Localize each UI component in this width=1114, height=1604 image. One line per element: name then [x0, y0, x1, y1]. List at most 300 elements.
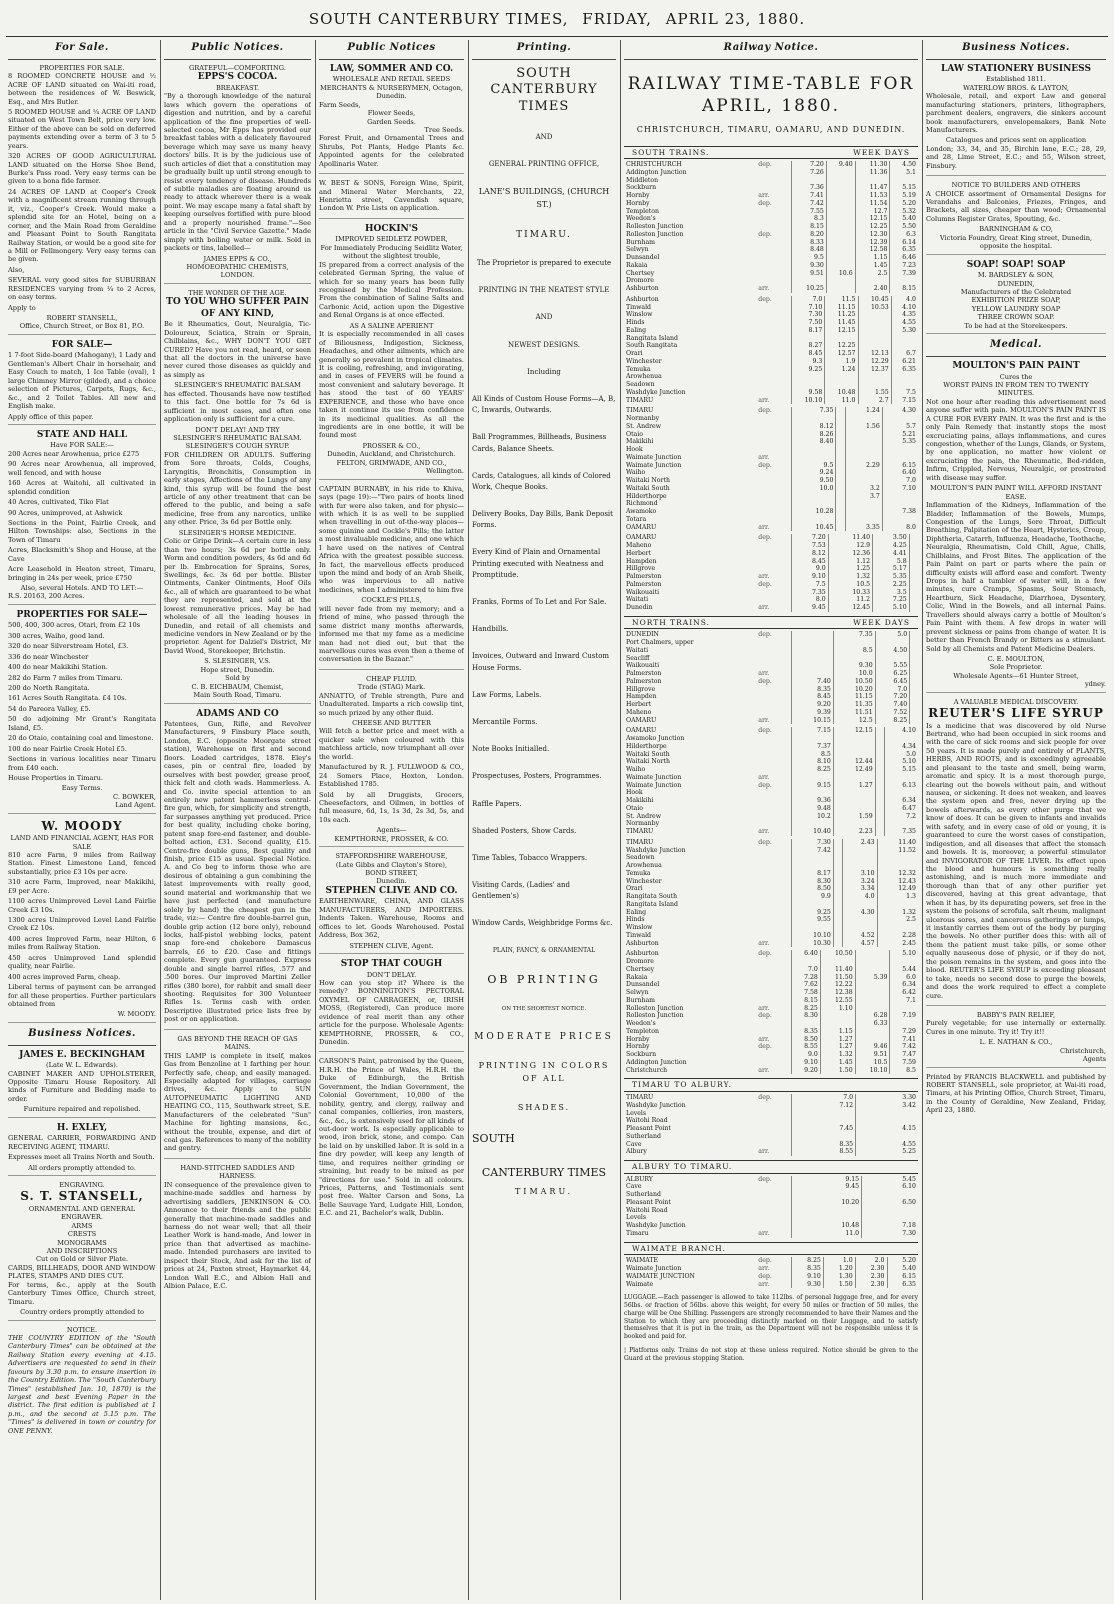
ad-title: PROPERTIES FOR SALE.: [39, 63, 125, 72]
train-time: 9.48: [792, 805, 834, 813]
printing-title: SOUTH CANTERBURY TIMES: [490, 65, 598, 115]
timetable-row: [624, 1265, 918, 1273]
train-time: 1.56: [846, 423, 883, 431]
train-time: 9.30: [833, 662, 875, 670]
station-name: Hook: [626, 789, 643, 797]
ad-subtitle: Cures the: [999, 372, 1033, 381]
printing-line: PLAIN, FANCY, & ORNAMENTAL: [492, 946, 596, 954]
train-time: 11.30: [855, 161, 890, 169]
printing-block: [472, 132, 616, 1199]
ad-body: Will fetch a better price and meet with a quicker sale when coloured with this matchless article, now triumphant all over the world.: [319, 727, 464, 761]
train-time: 12.15: [855, 215, 890, 223]
station-name: Palmerston: [626, 580, 662, 588]
dep-arr-label: [756, 854, 791, 862]
ad-line: 400 do near Makikihi Station.: [8, 663, 108, 672]
train-time: 9.51: [792, 270, 827, 278]
column-divider: [468, 40, 469, 1600]
ad-body: THE COUNTRY EDITION of the "South Canterbury Times" can be obtained at the Railway Station every evening at 4.15. Advertisers are requested to send in their favours by 3.30 p.m. to ensure insertion in the Country Edition. The "South Canterbury Times" (established Jan. 10, 1870) is the largest and best Evening Paper in the district. The first edition is published at 1 p.m., and the second at 5.15 p.m. The "Times" is delivered in town or country for ONE PENNY.: [8, 1333, 156, 1435]
ad-line: 20 do Otaio, containing coal and limestone.: [8, 734, 154, 743]
train-time: [792, 516, 836, 524]
timetable-row: [624, 1110, 918, 1118]
train-time: 8.10: [792, 758, 834, 766]
train-time: 8.26: [792, 431, 836, 439]
ad-signature: BARNINGHAM & CO,: [979, 225, 1053, 234]
train-time: 7.18: [862, 1222, 918, 1230]
train-time: [843, 854, 878, 862]
train-time: 5.25: [856, 1148, 918, 1156]
train-time: [862, 1214, 918, 1222]
train-time: [836, 438, 846, 446]
station-name: OAMARU: [626, 716, 657, 724]
timetable-row: [624, 262, 918, 270]
train-time: 5.55: [875, 662, 910, 670]
dep-arr-label: dep.: [758, 161, 772, 169]
dep-arr-label: [756, 542, 791, 550]
station-name: Middleton: [626, 176, 659, 184]
timetable-row: [624, 1012, 918, 1020]
dep-arr-label: [756, 415, 791, 423]
timetable-row: [624, 1051, 918, 1059]
ad-line: 40 Acres, cultivated, Tiko Flat: [8, 498, 109, 507]
train-time: 7.29: [890, 1028, 918, 1036]
train-time: 11.51: [833, 709, 875, 717]
ad-body: ANNATTO, of Treble strength, Pure and Unadulterated. Imparts a rich cowslip tint, so much prized by any other fluid.: [319, 691, 464, 717]
train-time: [846, 516, 883, 524]
train-time: 2.30: [855, 1273, 887, 1281]
ad-law-sommer: [319, 64, 464, 174]
ad-title: STATE AND HALL: [36, 429, 128, 440]
train-time: 9.10: [792, 1273, 824, 1281]
dep-arr-label: [756, 311, 791, 319]
station-name: Hillgrove: [626, 565, 656, 573]
train-time: 9.45: [792, 604, 829, 612]
station-name: Hornby: [626, 192, 650, 200]
train-time: 10.48: [825, 389, 858, 397]
train-time: 1.3: [877, 893, 918, 901]
train-time: [826, 246, 855, 254]
train-time: [909, 534, 918, 542]
station-name: Washdyke Junction: [626, 1101, 686, 1109]
timetable-row: [624, 438, 918, 446]
ad-state-and-hall: [8, 430, 156, 605]
station-name: TIMARU: [626, 396, 654, 404]
station-name: Hilderthorpe: [626, 492, 667, 500]
timetable-section-header: [624, 1242, 918, 1256]
station-name: Seadown: [626, 854, 655, 862]
train-time: [833, 751, 875, 759]
train-time: 10.33: [828, 589, 872, 597]
ad-end: To be had at the Storekeepers.: [964, 321, 1068, 330]
station-name: Selwyn: [626, 989, 649, 997]
train-time: [858, 381, 891, 389]
station-name: Rangitata Island: [626, 900, 678, 908]
train-time: 11.36: [855, 169, 890, 177]
train-time: 7.41: [890, 1036, 918, 1044]
dep-arr-label: dep.: [758, 1094, 772, 1102]
train-time: [875, 805, 884, 813]
station-name: Waikouaiti: [626, 588, 660, 596]
train-time: 11.40: [877, 839, 918, 847]
station-name: TIMARU: [626, 407, 654, 415]
station-name: Temuka: [626, 365, 651, 373]
train-time: [792, 1133, 856, 1141]
dep-arr-label: [756, 208, 791, 216]
ad-line: 24 ACRES OF LAND at Cooper's Creek with a magnificent stream running through it, viz., Cooper's Creek. Would make a splendid site for an Hotel, being on a corner, and the Main Road from Geraldine and Pleasant Point to South Rangitata Railway Station, or would be a good site for a Mill or Fellmongery. Very easy terms can be given.: [8, 187, 156, 264]
station-name: Palmerston: [626, 677, 662, 685]
printing-line: PRINTING IN COLORS OF ALL: [478, 1061, 610, 1083]
train-time: [855, 981, 890, 989]
train-time: [875, 758, 884, 766]
train-time: 7.15: [891, 397, 918, 405]
station-name: Washdyke Junction: [626, 1222, 686, 1230]
timetable-row: [624, 231, 918, 239]
train-time: [882, 446, 918, 454]
timetable-row: [624, 751, 918, 759]
train-time: [833, 901, 842, 909]
dep-arr-label: arr.: [758, 453, 770, 461]
station-name: Burnham: [626, 238, 656, 246]
train-time: 9.20: [792, 1067, 821, 1075]
train-time: 8.50: [792, 885, 834, 893]
train-time: [877, 924, 918, 932]
train-time: 11.5: [825, 296, 858, 304]
ad-annatto: [319, 675, 464, 847]
ad-firm: WATERLOW BROS. & LAYTON,: [963, 83, 1069, 92]
timetable-row: [624, 639, 918, 647]
train-time: 7.20: [792, 534, 829, 542]
train-time: [833, 932, 842, 940]
ad-name: LAW STATIONERY BUSINESS: [941, 63, 1091, 74]
station-name: Waitaki North: [626, 477, 670, 485]
timetable-row: [624, 358, 918, 366]
dep-arr-label: dep.: [758, 677, 772, 685]
dep-arr-label: [756, 373, 791, 381]
ad-line: 5 ROOMED HOUSE and ¼ ACRE OF LAND situated on West Town Belt, price very low. Either of the above can be sold on deferred payments extending over a term of 3 to 5 years.: [8, 107, 156, 150]
timetable-row: [624, 958, 918, 966]
ad-line: CARDS, BILLHEADS, DOOR AND WINDOW PLATES, STAMPS AND DIES CUT.: [8, 1263, 156, 1281]
train-time: 10.20: [833, 686, 875, 694]
timetable-row: [624, 277, 918, 285]
timetable-row: [624, 678, 918, 686]
timetable-row: [624, 885, 918, 893]
station-name: Sockburn: [626, 1051, 657, 1059]
dep-arr-label: [756, 1110, 791, 1118]
section-heading-business-notices: Business Notices.: [28, 1027, 136, 1039]
train-time: [833, 735, 875, 743]
timetable-row: [624, 1176, 918, 1184]
train-time: 1.25: [828, 565, 872, 573]
train-time: 6.7: [891, 350, 918, 358]
timetable-row: [624, 981, 918, 989]
station-name: Burnham: [626, 996, 656, 1004]
train-time: 7.36: [792, 184, 827, 192]
train-time: 1.32: [828, 573, 872, 581]
train-time: 4.55: [856, 1141, 918, 1149]
heading-rule: [319, 59, 464, 60]
train-time: 2.5: [877, 916, 918, 924]
train-time: 6.21: [891, 358, 918, 366]
ad-product: THREE CROWN SOAP.: [977, 313, 1055, 322]
ad-address: BOND STREET,: [365, 869, 418, 878]
dep-arr-label: arr.: [758, 523, 770, 531]
train-time: 2.29: [846, 462, 883, 470]
platforms-note: ¦ Platforms only. Trains do not stop at these unless required. Notice should be given to the Guard at the previous stopping Station.: [624, 1347, 918, 1362]
train-time: 6.14: [890, 239, 918, 247]
station-name: Waimate Junction: [626, 781, 682, 789]
train-time: [855, 277, 890, 285]
train-time: 11.25: [825, 311, 858, 319]
ad-terms: Easy Terms.: [61, 784, 103, 793]
train-time: 5.10: [873, 604, 910, 612]
train-time: 7.47: [890, 1051, 918, 1059]
dep-arr-label: dep.: [758, 1175, 772, 1183]
dep-arr-label: [756, 1051, 791, 1059]
station-name: Normanby: [626, 820, 660, 828]
train-time: 9.9: [792, 893, 834, 901]
train-time: [792, 1117, 856, 1125]
timetable-row: [624, 558, 918, 566]
train-time: 7.42: [890, 1043, 918, 1051]
dep-arr-label: [756, 423, 791, 431]
dep-arr-label: [756, 1059, 791, 1067]
ad-subtitle: ORNAMENTAL AND GENERAL ENGRAVER.: [28, 1204, 136, 1222]
ad-line: 161 Acres South Rangitata. £4 10s.: [8, 694, 127, 703]
ad-role: HOMOEOPATHIC CHEMISTS,: [186, 262, 289, 271]
train-time: 6.34: [890, 981, 918, 989]
timetable-row: [624, 573, 918, 581]
train-time: 5.17: [873, 565, 910, 573]
dep-arr-label: [756, 1102, 791, 1110]
train-time: 1.12: [828, 558, 872, 566]
dep-arr-label: [756, 223, 791, 231]
ad-title: HAND-STITCHED SADDLES AND HARNESS.: [180, 1163, 295, 1181]
train-time: [877, 862, 918, 870]
train-time: 12.38: [820, 989, 855, 997]
station-name: Weedon's: [626, 1020, 656, 1028]
train-time: 6.35: [891, 366, 918, 374]
timetable-row: [624, 542, 918, 550]
timetable-row: [624, 1028, 918, 1036]
dep-arr-label: [756, 431, 791, 439]
dep-arr-label: [756, 847, 791, 855]
station-name: OAMARU: [626, 727, 657, 735]
train-time: 4.10: [884, 727, 918, 735]
train-time: 7.59: [890, 1059, 918, 1067]
ad-title: A VALUABLE MEDICAL DISCOVERY.: [953, 697, 1079, 706]
dep-arr-label: [756, 366, 791, 374]
ad-city: Christchurch,: [1060, 1046, 1106, 1055]
printing-line: OB PRINTING: [487, 973, 601, 987]
timetable-row: [624, 647, 918, 655]
train-time: 6.10: [862, 1183, 918, 1191]
train-time: [909, 589, 918, 597]
timetable-row: [624, 254, 918, 262]
train-time: 8.48: [792, 246, 827, 254]
train-time: 7.58: [792, 989, 821, 997]
ad-line: Tree Seeds.: [424, 125, 464, 134]
ad-line: 300 acres, Waiho, good land.: [8, 631, 105, 640]
train-time: 8.0: [792, 596, 829, 604]
train-time: 8.3: [792, 215, 827, 223]
train-time: [882, 500, 918, 508]
dep-arr-label: [756, 319, 791, 327]
train-time: [833, 839, 842, 847]
printing-item: Franks, Forms of To Let and For Sale.: [472, 598, 607, 607]
dep-arr-label: [756, 500, 791, 508]
train-time: 4.25: [873, 542, 910, 550]
train-time: 12.32: [877, 870, 918, 878]
train-time: 5.19: [890, 192, 918, 200]
train-time: 7.52: [875, 709, 910, 717]
ad-address: FELTON, GRIMWADE, AND CO.,: [336, 458, 447, 467]
ad-line: Sections in various localities near Timaru from £40 each.: [8, 755, 156, 772]
station-name: Selwyn: [626, 246, 649, 254]
station-name: OAMARU: [626, 534, 657, 542]
timetable-row: [624, 1148, 918, 1156]
ad-address: Hope street, Dunedin.: [200, 665, 275, 674]
timetable-row: [624, 655, 918, 663]
station-name: TIMARU: [626, 828, 654, 836]
station-name: Winchester: [626, 357, 662, 365]
ad-adams: [164, 709, 311, 1030]
ad-try: DON'T DELAY! AND TRY: [195, 425, 280, 434]
train-time: [910, 670, 918, 678]
train-time: [856, 1117, 918, 1125]
station-name: Weedon's: [626, 215, 656, 223]
dep-arr-label: arr.: [758, 1004, 770, 1012]
station-name: Hillgrove: [626, 685, 656, 693]
train-time: 1.45: [820, 1059, 855, 1067]
train-time: [836, 493, 846, 501]
ad-line: 50 do adjoining Mr Grant's Rangitata Island, £5.: [8, 715, 156, 732]
train-time: 10.28: [792, 508, 836, 516]
printing-line: SHADES.: [517, 1102, 571, 1112]
train-time: [833, 909, 842, 917]
timetable-south-4: [624, 534, 918, 612]
section-label: NORTH TRAINS.: [632, 617, 710, 627]
ad-name: LAW, SOMMER AND CO.: [329, 63, 454, 74]
ad-head: AS A SALINE APERIENT: [349, 321, 434, 330]
train-time: 9.40: [826, 161, 855, 169]
ad-moody: [8, 819, 156, 1023]
train-time: 4.50: [890, 161, 918, 169]
train-time: 6.15: [887, 1273, 918, 1281]
ad-body: Wholesale, retail, and export Law and general manufacturing stationers, printers, lithographers, parchment dealers, engravers, die sinkers account book manufacturers, envelopemakers, Bank Note Manufacturers.: [926, 92, 1106, 134]
train-time: [855, 177, 890, 185]
station-name: DUNEDIN: [626, 631, 659, 639]
train-time: 12.25: [855, 223, 890, 231]
train-time: [833, 940, 842, 948]
station-name: Rangitata Island: [626, 334, 678, 342]
train-time: 9.39: [792, 709, 834, 717]
station-name: Washdyke Junction: [626, 388, 686, 396]
timetable-row: [624, 581, 918, 589]
train-time: [855, 958, 890, 966]
ad-cockles-pills: [319, 485, 464, 670]
timetable-row: [624, 604, 918, 612]
timetable-row: [624, 373, 918, 381]
ad-address: Victoria Foundry, Great King street, Dunedin, opposite the hospital.: [939, 233, 1093, 251]
ad-body: EARTHENWARE, CHINA, AND GLASS MANUFACTURERS, AND IMPORTERS. Indents Taken. Warehouse, Rooms and offices to let. Goods Warehoused. Postal Address, Box 362,: [319, 897, 464, 940]
masthead-paper: SOUTH CANTERBURY TIMES,: [308, 10, 569, 28]
train-time: 10.45: [792, 524, 836, 532]
train-time: [875, 797, 884, 805]
station-name: Makikihi: [626, 797, 654, 805]
train-time: [836, 431, 846, 439]
dep-arr-label: [756, 1207, 791, 1215]
dep-arr-label: dep.: [758, 1043, 772, 1051]
station-name: Waimate: [626, 1280, 654, 1288]
train-time: [875, 789, 884, 797]
train-time: [882, 415, 918, 423]
train-time: 1.15: [855, 254, 890, 262]
train-time: [826, 285, 855, 293]
timetable-timaru: [624, 1176, 918, 1238]
dep-arr-label: arr.: [758, 828, 770, 836]
station-name: Tinwald: [626, 931, 652, 939]
train-time: 11.50: [820, 974, 855, 982]
station-name: Ashburton: [626, 295, 659, 303]
ad-gas-lamp: [164, 1035, 311, 1159]
station-name: Pleasant Point: [626, 1198, 671, 1206]
ad-line: 400 acres improved Farm, cheap.: [8, 972, 121, 981]
ad-line: 320 do near Silverstream Hotel, £3.: [8, 642, 129, 651]
train-time: [825, 381, 858, 389]
timetable-row: [624, 862, 918, 870]
train-time: 9.3: [792, 358, 825, 366]
train-time: 5.1: [890, 169, 918, 177]
train-time: 6.0: [890, 974, 918, 982]
timetable-waimate: [624, 1257, 918, 1288]
dep-arr-label: [756, 709, 791, 717]
dep-arr-label: [756, 446, 791, 454]
train-time: 8.35: [792, 1141, 856, 1149]
train-time: 7.30: [862, 1230, 918, 1238]
station-name: Normanby: [626, 415, 660, 423]
timetable-row: [624, 169, 918, 177]
station-name: Dromore: [626, 958, 654, 966]
train-time: [884, 789, 918, 797]
timetable-row: [624, 924, 918, 932]
ad-beckingham: [8, 1050, 156, 1118]
timetable-row: [624, 208, 918, 216]
ad-role: Sole Proprietor.: [989, 663, 1043, 672]
train-time: 8.55: [792, 1043, 821, 1051]
dep-arr-label: arr.: [758, 773, 770, 781]
train-time: [792, 639, 834, 647]
dep-arr-label: dep.: [758, 781, 772, 789]
timetable-row: [624, 1094, 918, 1102]
dep-arr-label: [756, 438, 791, 446]
train-time: [855, 1028, 890, 1036]
ad-body: Forest Fruit, and Ornamental Trees and Shrubs, Pot Plants, Hedge Plants &c. Appointed agents for the celebrated Apollinaris Water.: [319, 134, 464, 168]
train-time: [909, 542, 918, 550]
station-name: Totara: [626, 515, 647, 523]
train-time: [846, 431, 883, 439]
dep-arr-label: arr.: [758, 192, 770, 200]
ad-name: REUTER'S LIFE SYRUP: [928, 706, 1104, 721]
ad-line: Sections in the Point, Fairlie Creek, and Hilton Townships: also, Sections in the Town of Timaru: [8, 518, 156, 544]
heading-rule: [624, 59, 918, 60]
printing-item: All Kinds of Custom House Forms—A, B, C, Inwards, Outwards.: [472, 394, 616, 415]
ad-name: EPPS'S COCOA.: [197, 72, 278, 83]
train-time: 7.0: [882, 477, 918, 485]
train-time: [792, 670, 834, 678]
train-time: 6.3: [890, 231, 918, 239]
train-time: 8.35: [792, 1265, 824, 1273]
timetable-row: [624, 215, 918, 223]
section-label: SOUTH TRAINS.: [632, 147, 710, 157]
